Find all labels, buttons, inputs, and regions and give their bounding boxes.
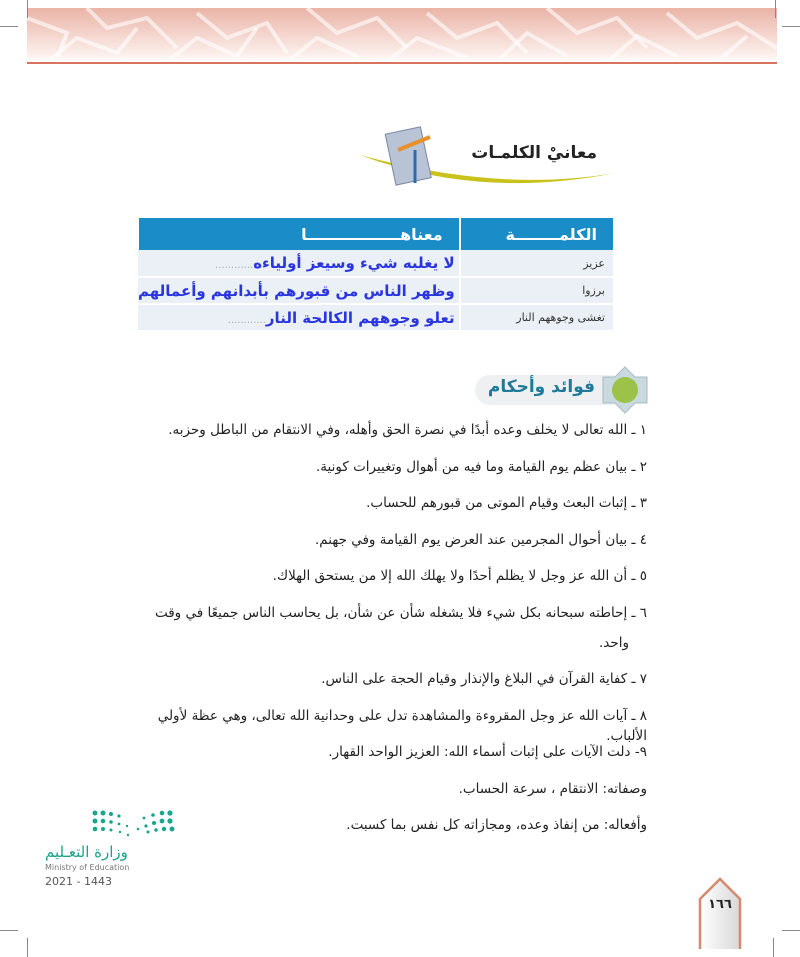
word-meanings-table: [137, 218, 613, 332]
header-word: الكلمــــــــة: [460, 218, 613, 250]
list-item: ٨ ـ آيات الله عز وجل المقروءة والمشاهدة تدل على وحدانية الله تعالى، وهي عظة لأولي الألباب.: [157, 707, 647, 744]
page-number-badge: [698, 877, 742, 949]
list-item: ٧ ـ كفاية القرآن في البلاغ والإنذار وقيام الحجة على الناس.: [321, 671, 647, 687]
list-item: واحد.: [599, 634, 629, 651]
dots-emblem-icon: [40, 805, 180, 840]
header-meaning: معناهـــــــــــــــــا: [138, 218, 460, 250]
logo-english: Ministry of Education: [45, 863, 130, 872]
list-item: وصفاته: الانتقام ، سرعة الحساب.: [458, 780, 647, 797]
crop-mark: [0, 930, 18, 931]
list-item: ٣ ـ إثبات البعث وقيام الموتى من قبورهم للحساب.: [366, 495, 647, 511]
list-item: ٦ ـ إحاطته سبحانه بكل شيء فلا يشغله شأن عن شأن، بل يحاسب الناس جميعًا في وقت: [154, 604, 647, 621]
meaning-cell: [138, 250, 460, 277]
dots: ............: [227, 314, 266, 326]
page-number: ١٦٦: [708, 897, 732, 912]
word-meanings-heading: [360, 125, 615, 200]
benefits-heading: [465, 365, 650, 415]
arabesque-pattern: [27, 8, 777, 62]
table-row: [138, 304, 613, 331]
section-title: معانيْ الكلمـات: [471, 143, 597, 163]
meaning-text: تعلو وجوههم الكالحة النار: [265, 308, 455, 327]
dots: ............: [215, 260, 254, 271]
arch-frame-icon: [698, 877, 742, 949]
list-item: ٥ ـ أن الله عز وجل لا يظلم أحدًا ولا يهلك الله إلا من يستحق الهلاك.: [272, 568, 647, 584]
list-item: وأفعاله: من إنفاذ وعده، ومجازاته كل نفس بما كسبت.: [346, 817, 647, 833]
word-cell: عزيز: [460, 250, 613, 277]
benefits-list: [127, 420, 647, 852]
logo-arabic: وزارة التعـليم: [45, 843, 128, 861]
crop-mark: [27, 938, 28, 957]
meaning-cell: [138, 277, 460, 304]
crop-mark: [0, 26, 18, 27]
crop-mark: [27, 0, 28, 18]
crop-mark: [782, 26, 800, 27]
table-header-row: [138, 218, 613, 250]
meaning-text: لا يغلبه شيء وسيعز أولياءه: [253, 254, 455, 272]
section-title: فوائد وأحكام: [487, 377, 595, 397]
crop-mark: [782, 930, 800, 931]
meaning-cell: [138, 304, 460, 331]
word-cell: برزوا: [460, 277, 613, 304]
decorative-header-banner: [27, 8, 777, 62]
list-item: ١ ـ الله تعالى لا يخلف وعده أبدًا في نصرة الحق وأهله، وفي الانتقام من الباطل وحزبه.: [168, 422, 647, 438]
crop-mark: [773, 938, 774, 957]
list-item: ٤ ـ بيان أحوال المجرمين عند العرض يوم القيامة وفي جهنم.: [315, 531, 647, 548]
list-item: ٢ ـ بيان عظم يوم القيامة وما فيه من أهوال وتغييرات كونية.: [316, 458, 647, 475]
meaning-text: وظهر الناس من قبورهم بأبدانهم وأعمالهم: [138, 281, 455, 300]
header-rule: [27, 62, 777, 64]
crop-mark: [775, 0, 776, 18]
logo-year: 2021 - 1443: [45, 875, 112, 888]
ministry-logo: [40, 805, 180, 890]
list-item: ٩- دلت الآيات على إثبات أسماء الله: العزيز الواحد القهار.: [328, 744, 647, 760]
word-cell: تغشى وجوههم النار: [460, 304, 613, 331]
table-row: [138, 277, 613, 304]
table-row: [138, 250, 613, 277]
